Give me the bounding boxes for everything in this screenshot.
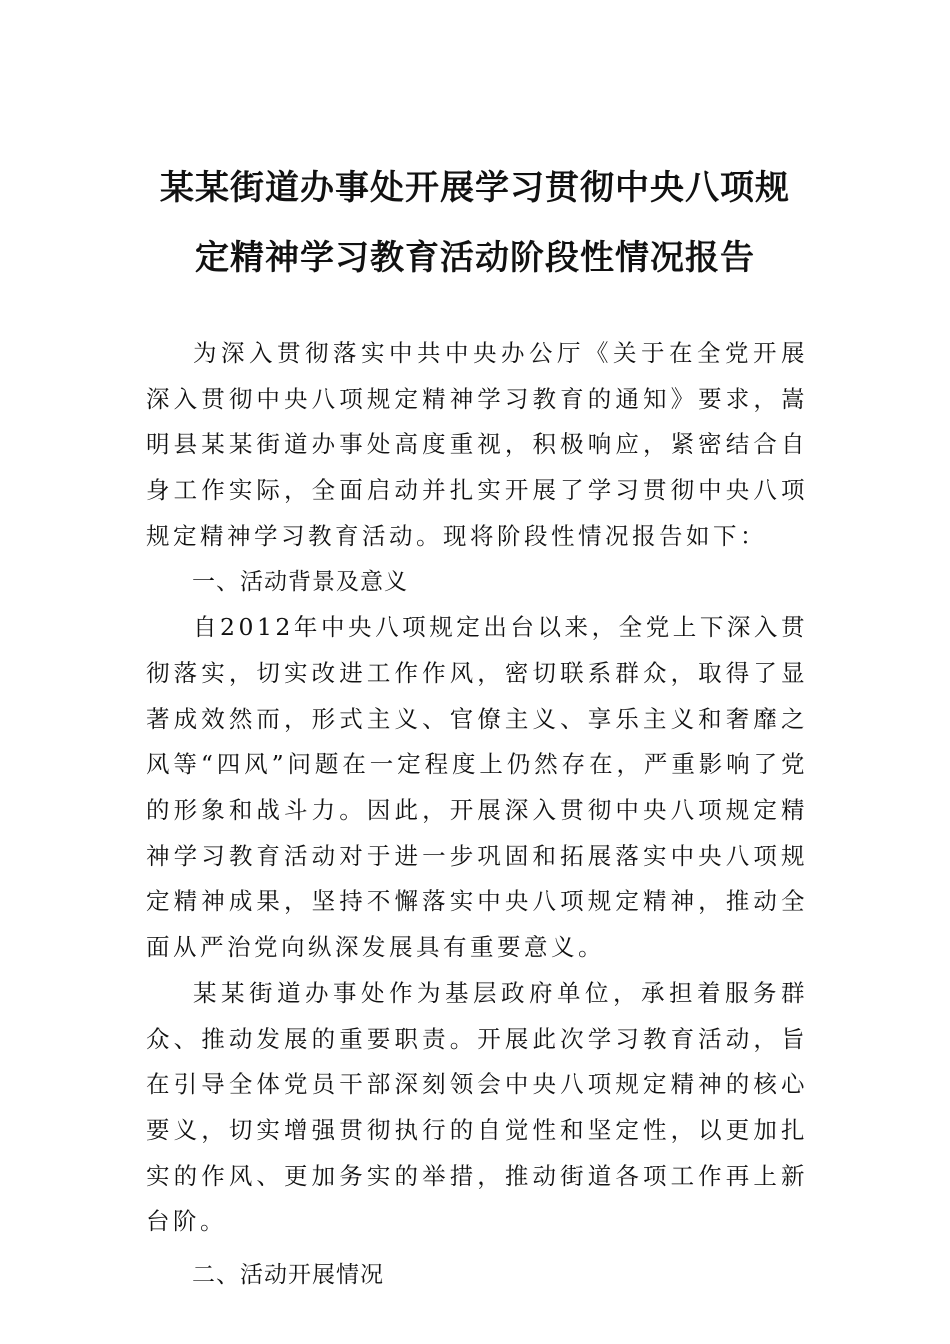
section-1-paragraph-2: 某某街道办事处作为基层政府单位，承担着服务群众、推动发展的重要职责。开展此次学习教育活动，旨在引导全体党员干部深刻领会中央八项规定精神的核心要义，切实增强贯彻执行的自觉性和坚定性，以更加扎实的作风、更加务实的举措，推动街道各项工作再上新台阶。 (146, 978, 808, 1236)
document-title-line-1: 某某街道办事处开展学习贯彻中央八项规 (160, 168, 790, 208)
section-1-paragraph-1: 自2012年中央八项规定出台以来，全党上下深入贯彻落实，切实改进工作作风，密切联系群众，取得了显著成效然而，形式主义、官僚主义、享乐主义和奢靡之风等“四风”问题在一定程度上仍然存在，严重影响了党的形象和战斗力。因此，开展深入贯彻中央八项规定精神学习教育活动对于进一步巩固和拓展落实中央八项规定精神成果，坚持不懈落实中央八项规定精神，推动全面从严治党向纵深发展具有重要意义。 (146, 613, 808, 962)
section-2-heading: 二、活动开展情况 (192, 1262, 384, 1289)
intro-paragraph: 为深入贯彻落实中共中央办公厅《关于在全党开展深入贯彻中央八项规定精神学习教育的通知》要求，嵩明县某某街道办事处高度重视，积极响应，紧密结合自身工作实际，全面启动并扎实开展了学习贯彻中央八项规定精神学习教育活动。现将阶段性情况报告如下： (146, 339, 808, 550)
section-1-heading: 一、活动背景及意义 (192, 568, 408, 595)
document-title-line-2: 定精神学习教育活动阶段性情况报告 (195, 238, 755, 278)
document-body (146, 331, 808, 1299)
